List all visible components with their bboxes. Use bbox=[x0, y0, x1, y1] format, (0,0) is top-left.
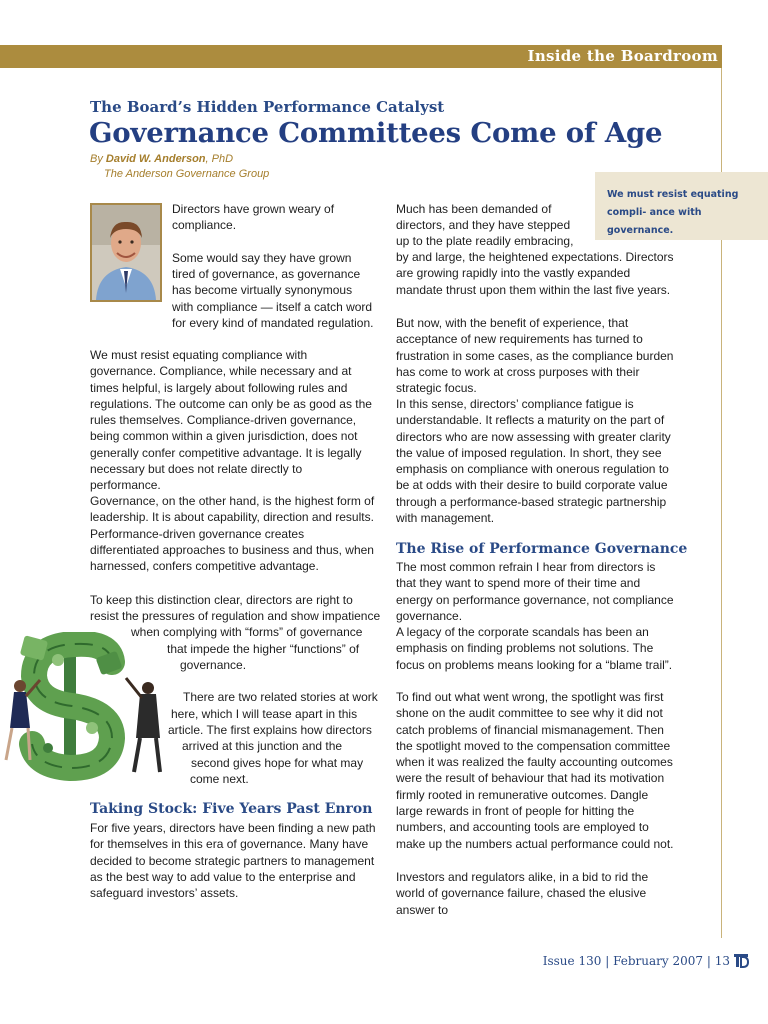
issue-number: Issue 130 bbox=[542, 954, 602, 968]
wrap-line: here, which I will tease apart in this bbox=[171, 707, 358, 721]
section-banner bbox=[0, 45, 722, 68]
right-paragraph-6: To find out what went wrong, the spotlight was first shone on the audit committee to see why it did not catch problems of financial mismanagement. Then the spotlight moved to the compensation committee when it was realized the faulty accounting outcomes were the result of behaviour that had its motivation firmly rooted in remunerative outcomes. Dangle large rewards in front of people for hitting the numbers, and accounting tools are employed to make up the numbers actual performance could not. bbox=[396, 690, 674, 851]
wrap-line: directors, and they have stepped bbox=[396, 218, 571, 232]
left-paragraph-2: Governance, on the other hand, is the highest form of leadership. It is about capability, direction and results. Performance-driven governance creates differentiated approaches to business and thus, when harnessed, confers competitive advantage. bbox=[90, 494, 375, 574]
byline-prefix: By bbox=[90, 153, 106, 165]
right-paragraph-5: A legacy of the corporate scandals has been an emphasis on finding problems not solutions. The focus on problems means looking for a “blame trail”. bbox=[396, 625, 673, 672]
pull-quote-text: We must resist equating compli- ance with governance. bbox=[607, 189, 739, 236]
puzzle-dollar-illustration bbox=[0, 632, 172, 782]
wrap-line: with compliance — itself a catch word bbox=[172, 300, 373, 314]
page-footer bbox=[543, 954, 730, 968]
page-number: 13 bbox=[714, 954, 730, 968]
portrait-image bbox=[92, 205, 160, 300]
footer-separator: | bbox=[605, 954, 610, 968]
right-paragraph-2: But now, with the benefit of experience, that acceptance of new requirements has turned to frustration in some cases, as the compliance burden has come to work at cross purposes with their strategic focus. bbox=[396, 316, 674, 396]
right-subhead: The Rise of Performance Governance bbox=[396, 541, 688, 557]
wrap-line: Some would say they have grown bbox=[172, 251, 352, 265]
article-title: Governance Committees Come of Age bbox=[89, 117, 663, 149]
section-title: Inside the Boardroom bbox=[527, 47, 718, 65]
article-kicker: The Board’s Hidden Performance Catalyst bbox=[90, 98, 445, 116]
left-subhead: Taking Stock: Five Years Past Enron bbox=[90, 801, 373, 817]
author-portrait bbox=[90, 203, 162, 302]
author-organization: The Anderson Governance Group bbox=[104, 168, 270, 180]
wrap-line: governance. bbox=[180, 658, 247, 672]
wrap-line: that impede the higher “functions” of bbox=[167, 642, 360, 656]
author-suffix: , PhD bbox=[205, 153, 234, 165]
right-paragraph-4: The most common refrain I hear from directors is that they want to spend more of their time and energy on performance governance, not compliance governance. bbox=[396, 560, 674, 623]
wrap-line: article. The first explains how directors bbox=[168, 723, 372, 737]
wrap-line: resist the pressures of regulation and show impatience bbox=[90, 609, 381, 623]
right-paragraph-1: by and large, the heightened expectations. Directors are growing rapidly into the vastly expanded mandate thrust upon them within the last five years. bbox=[396, 250, 674, 297]
author-name: David W. Anderson bbox=[105, 153, 206, 165]
issue-date: February 2007 bbox=[613, 954, 704, 968]
wrap-line: Much has been demanded of bbox=[396, 202, 552, 216]
wrap-line: To keep this distinction clear, directors are right to bbox=[90, 593, 353, 607]
wrap-line: for every kind of mandated regulation. bbox=[172, 316, 374, 330]
pull-quote-box bbox=[595, 172, 768, 240]
right-paragraph-3: In this sense, directors’ compliance fatigue is understandable. It reflects a maturity on the part of directors who are now assessing with greater clarity the value of imposed regulation. In short, they see emphasis on compliance with onerous regulation to be at odds with their desire to build corporate value through a performance-based strategic partnership with management. bbox=[396, 397, 671, 526]
wrap-line: There are two related stories at work bbox=[183, 690, 378, 704]
wrap-line: Directors have grown weary of bbox=[172, 202, 335, 216]
wrap-line: tired of governance, as governance bbox=[172, 267, 361, 281]
wrap-line: has become virtually synonymous bbox=[172, 283, 353, 297]
wrap-line: arrived at this junction and the bbox=[182, 739, 343, 753]
left-paragraph-1: We must resist equating compliance with governance. Compliance, while necessary and at times helpful, is largely about following rules and regulations. The outcome can only be as good as the rules themselves. Compliance-driven governance, being common within a given jurisdiction, does not generally confer competitive advantage. It is legally necessary but does not relate directly to performance. bbox=[90, 348, 372, 493]
wrap-line: when complying with “forms” of governance bbox=[131, 625, 363, 639]
publication-logo-icon bbox=[733, 953, 749, 969]
wrap-line: up to the plate readily embracing, bbox=[396, 234, 574, 248]
wrap-line: second gives hope for what may bbox=[191, 756, 364, 770]
byline bbox=[90, 152, 269, 182]
footer-separator: | bbox=[706, 954, 711, 968]
wrap-line: compliance. bbox=[172, 218, 237, 232]
wrap-line: come next. bbox=[190, 772, 249, 786]
right-paragraph-7: Investors and regulators alike, in a bid to rid the world of governance failure, chased the elusive answer to bbox=[396, 870, 649, 917]
left-paragraph-3: For five years, directors have been finding a new path for themselves in this era of governance. Many have decided to become strategic partners to management as the best way to add value to the enterprise and safeguard investors’ assets. bbox=[90, 821, 376, 901]
